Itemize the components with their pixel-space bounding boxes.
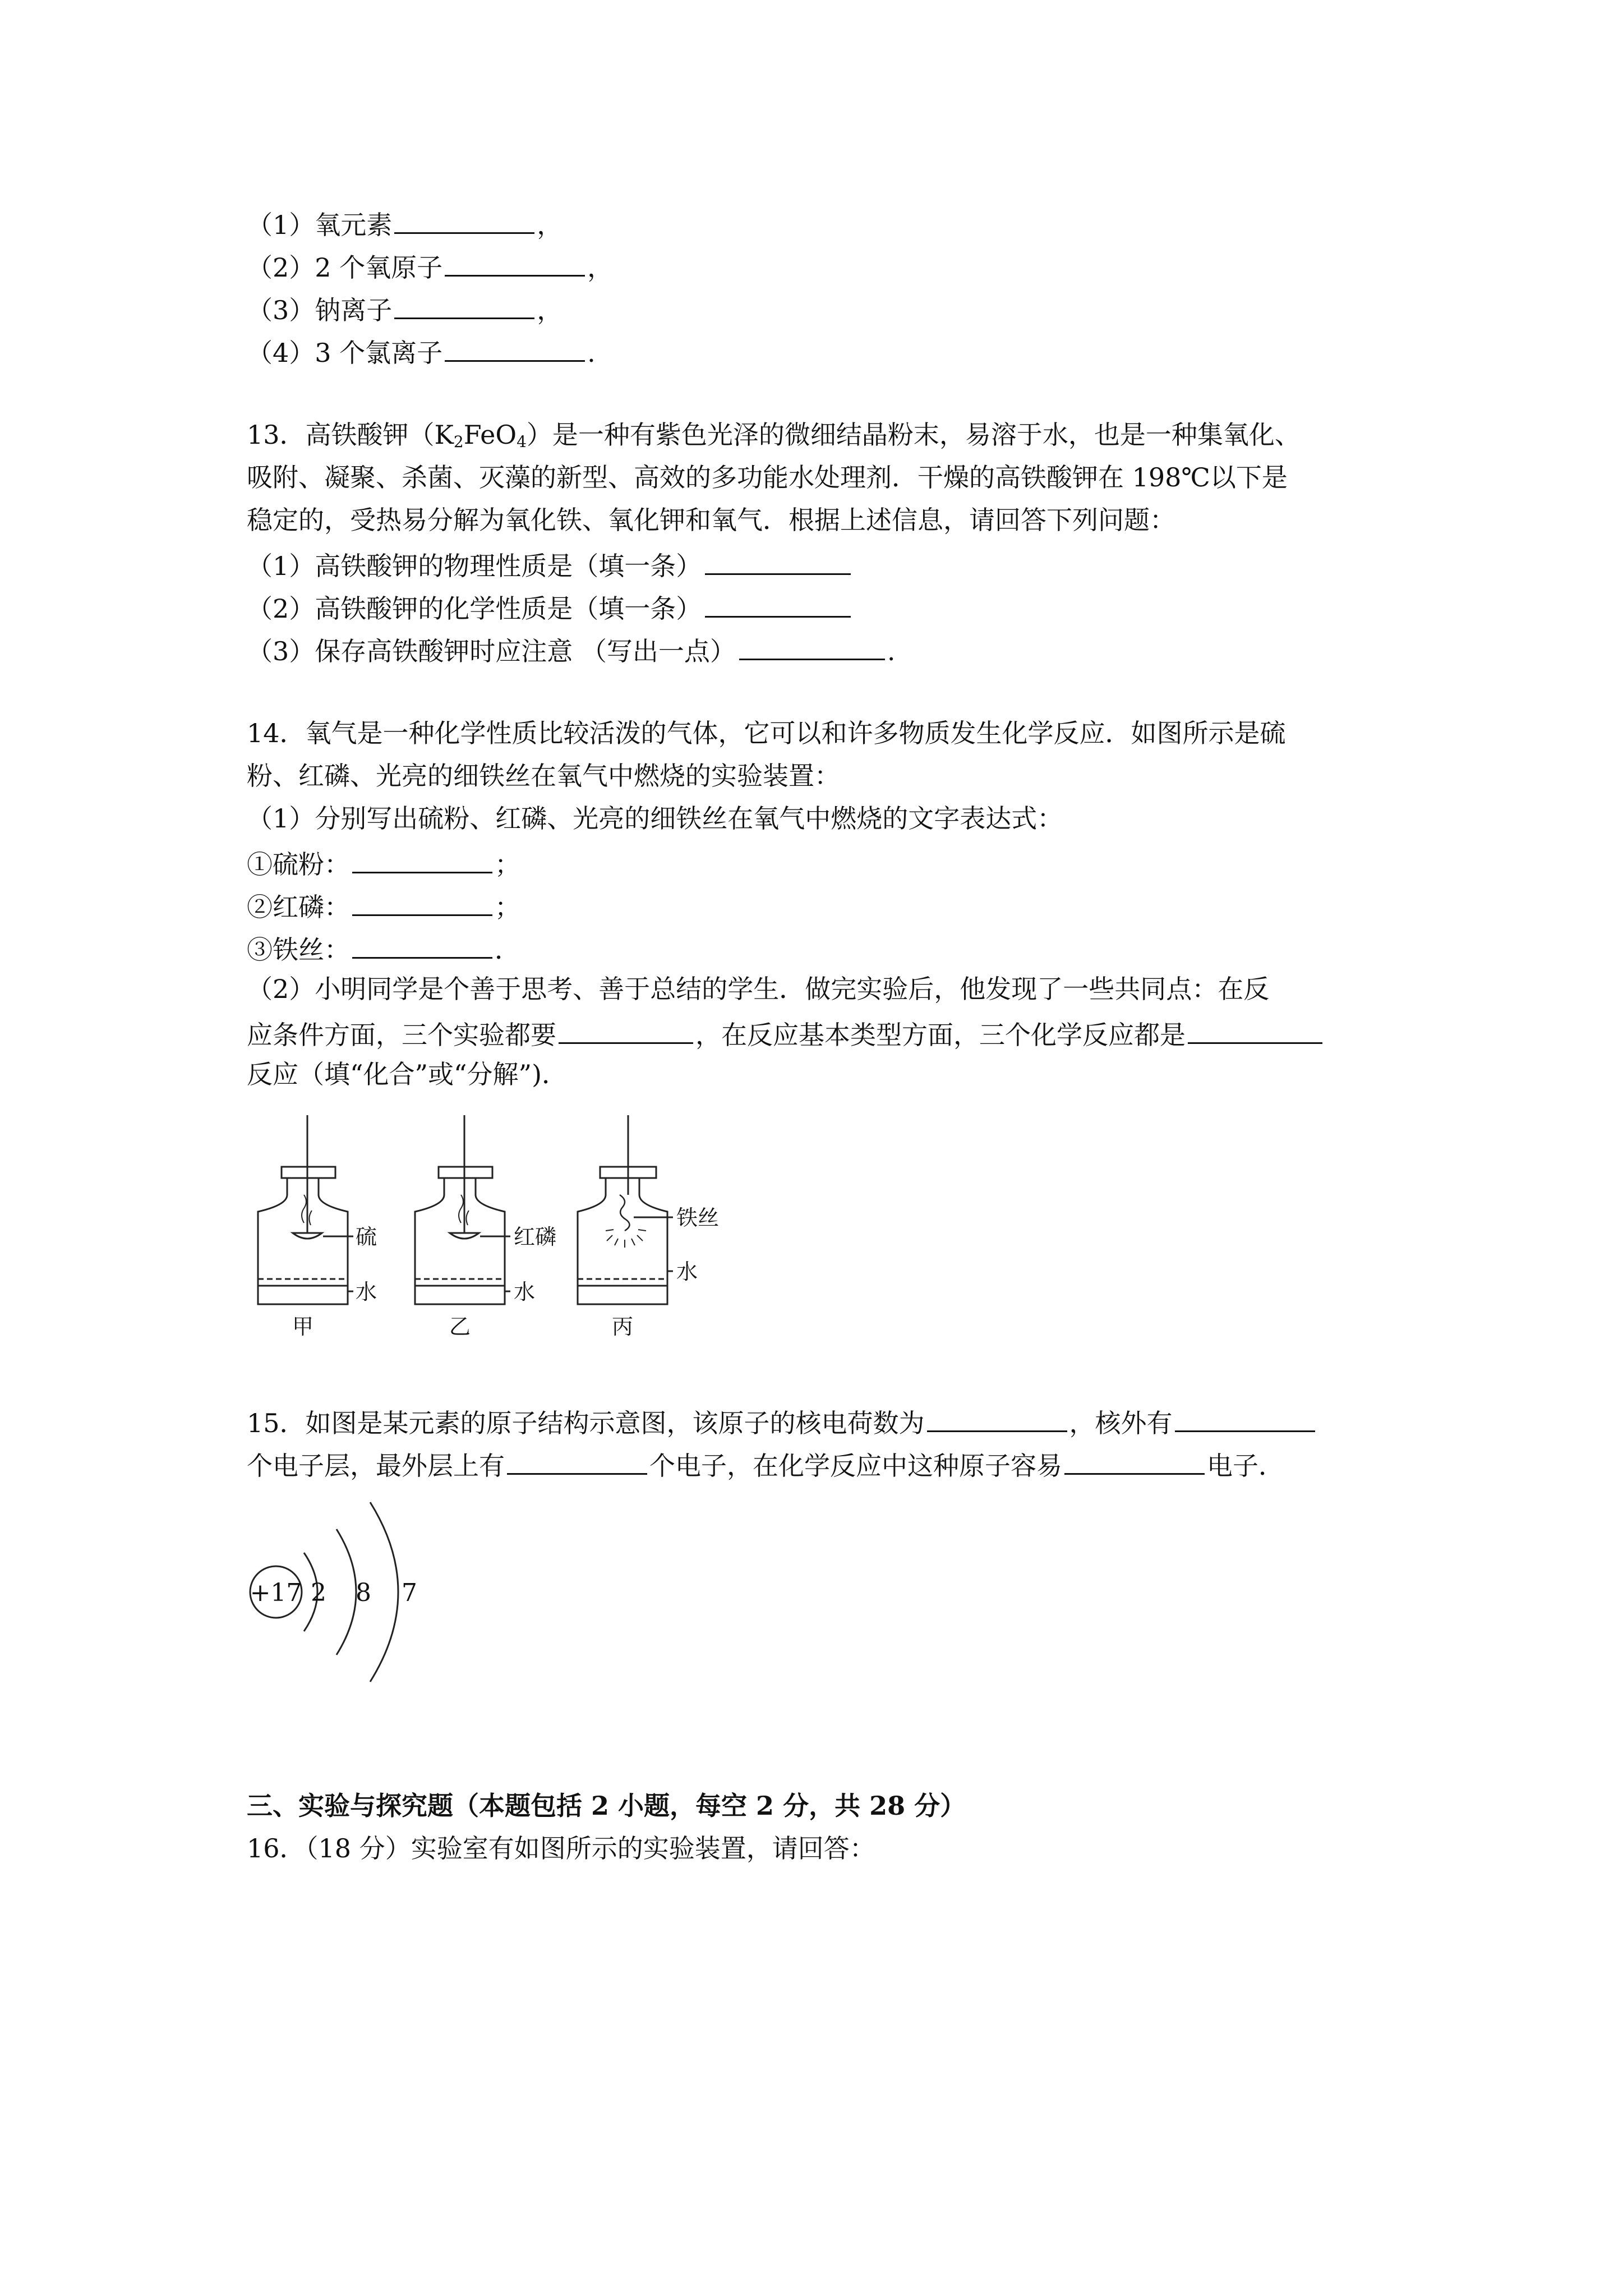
- q15-text: 个电子层，最外层上有: [247, 1451, 505, 1481]
- label-water-yi: 水: [514, 1280, 536, 1304]
- answer-blank[interactable]: [352, 891, 492, 916]
- label-water-jia: 水: [356, 1280, 377, 1304]
- answer-blank[interactable]: [927, 1407, 1067, 1432]
- q12-item-2: [247, 251, 614, 283]
- shell-3-electrons: 7: [402, 1579, 417, 1607]
- atomic-structure-diagram: [241, 1492, 465, 1705]
- q14-line-1: 14．氧气是一种化学性质比较活泼的气体，它可以和许多物质发生化学反应．如图所示是硫: [247, 718, 1286, 748]
- answer-blank[interactable]: [394, 209, 534, 234]
- q13-sub-2: [247, 592, 853, 622]
- q16-line: 16．（18 分）实验室有如图所示的实验装置，请回答：: [247, 1833, 875, 1864]
- shell-1-electrons: 2: [311, 1579, 326, 1607]
- q13-sub-text: （3）保存高铁酸钾时应注意 （写出一点）: [247, 636, 736, 666]
- q13-sub-1: [247, 550, 853, 579]
- q12-item-1-text: （1）氧元素: [247, 210, 393, 240]
- answer-blank[interactable]: [394, 294, 534, 319]
- label-jia: 甲: [292, 1314, 314, 1339]
- label-red-phosphorus: 红磷: [514, 1225, 557, 1249]
- answer-blank[interactable]: [352, 848, 492, 873]
- label-iron-wire: 铁丝: [676, 1205, 720, 1230]
- answer-blank[interactable]: [1188, 1019, 1322, 1044]
- answer-blank[interactable]: [445, 251, 585, 277]
- answer-blank[interactable]: [1175, 1407, 1315, 1432]
- combustion-apparatus-figure: [241, 1111, 791, 1346]
- q14-line-2: 粉、红磷、光亮的细铁丝在氧气中燃烧的实验装置：: [247, 761, 840, 791]
- q14-p2-line-3: 反应（填“化合”或“分解”)．: [247, 1059, 568, 1089]
- answer-blank[interactable]: [705, 592, 851, 618]
- punct: ，: [537, 295, 563, 325]
- q14-answer-label: ①硫粉：: [247, 849, 350, 880]
- q14-answer-label: ②红磷：: [247, 892, 350, 922]
- q15-text: 15．如图是某元素的原子结构示意图，该原子的核电荷数为: [247, 1408, 925, 1438]
- label-sulfur: 硫: [356, 1225, 377, 1249]
- q13-line-2: 吸附、凝聚、杀菌、灭藻的新型、高效的多功能水处理剂．干燥的高铁酸钾在 198℃以下是: [247, 462, 1288, 493]
- q13-line-3: 稳定的，受热易分解为氧化铁、氧化钾和氧气．根据上述信息，请回答下列问题：: [247, 505, 1175, 535]
- nucleus-charge: +17: [250, 1579, 302, 1607]
- q14-text: ，在反应基本类型方面，三个化学反应都是: [695, 1020, 1186, 1050]
- q15-text: 电子．: [1207, 1451, 1284, 1481]
- answer-blank[interactable]: [445, 337, 585, 362]
- label-water-bing: 水: [676, 1259, 698, 1284]
- q15-line-1: [247, 1407, 1317, 1436]
- label-bing: 丙: [611, 1314, 634, 1339]
- q14-p2-line-2: [247, 1019, 1325, 1048]
- q13-sub-text: （2）高铁酸钾的化学性质是（填一条）: [247, 593, 702, 624]
- shell-2-electrons: 8: [356, 1579, 371, 1607]
- bottle-yi: [415, 1115, 510, 1304]
- punct: .: [587, 338, 596, 368]
- q12-item-1: [247, 209, 562, 238]
- q12-item-4: [247, 337, 596, 366]
- q14-p2-line-1: （2）小明同学是个善于思考、善于总结的学生．做完实验后，他发现了一些共同点：在反: [247, 974, 1270, 1004]
- q12-item-2-text: （2）2 个氧原子: [247, 252, 443, 283]
- answer-blank[interactable]: [507, 1450, 647, 1475]
- answer-blank[interactable]: [705, 550, 851, 575]
- q13-line-1: [247, 422, 1301, 450]
- q15-text: ，核外有: [1069, 1408, 1173, 1438]
- q13-sub-text: （1）高铁酸钾的物理性质是（填一条）: [247, 551, 702, 581]
- label-yi: 乙: [449, 1314, 471, 1339]
- punct: ．: [495, 935, 520, 965]
- q12-item-4-text: （4）3 个氯离子: [247, 338, 443, 368]
- section-3-title: 三、实验与探究题（本题包括 2 小题，每空 2 分，共 28 分）: [247, 1791, 966, 1821]
- q14-answer-iron: [247, 933, 520, 963]
- q14-answer-phosphorus: [247, 891, 520, 920]
- punct: ，: [537, 210, 563, 240]
- subscript: 2: [453, 432, 464, 451]
- q13-text: 13．高铁酸钾（K: [247, 420, 454, 450]
- bottle-jia: [258, 1115, 353, 1304]
- q14-answer-sulfur: [247, 848, 520, 880]
- q12-item-3-text: （3）钠离子: [247, 295, 393, 325]
- shell-arc-2: [336, 1529, 356, 1655]
- answer-blank[interactable]: [1064, 1450, 1205, 1475]
- q15-line-2: [247, 1450, 1284, 1479]
- q13-sub-3: [247, 635, 896, 664]
- q14-answer-label: ③铁丝：: [247, 935, 350, 965]
- q14-line-3: （1）分别写出硫粉、红磷、光亮的细铁丝在氧气中燃烧的文字表达式：: [247, 803, 1063, 834]
- q12-item-3: [247, 294, 562, 323]
- q13-text: FeO: [463, 420, 517, 450]
- punct: .: [887, 636, 896, 666]
- answer-blank[interactable]: [352, 933, 492, 959]
- punct: ；: [495, 849, 520, 880]
- q14-text: 应条件方面，三个实验都要: [247, 1020, 556, 1050]
- subscript: 4: [517, 432, 527, 451]
- bottle-bing: [578, 1115, 673, 1304]
- answer-blank[interactable]: [559, 1019, 693, 1044]
- q15-text: 个电子，在化学反应中这种原子容易: [649, 1451, 1062, 1481]
- punct: ，: [587, 252, 614, 283]
- answer-blank[interactable]: [739, 635, 885, 660]
- punct: ；: [495, 892, 520, 922]
- q13-text: ）是一种有紫色光泽的微细结晶粉末，易溶于水，也是一种集氧化、: [526, 420, 1301, 450]
- shell-arc-3: [370, 1502, 398, 1682]
